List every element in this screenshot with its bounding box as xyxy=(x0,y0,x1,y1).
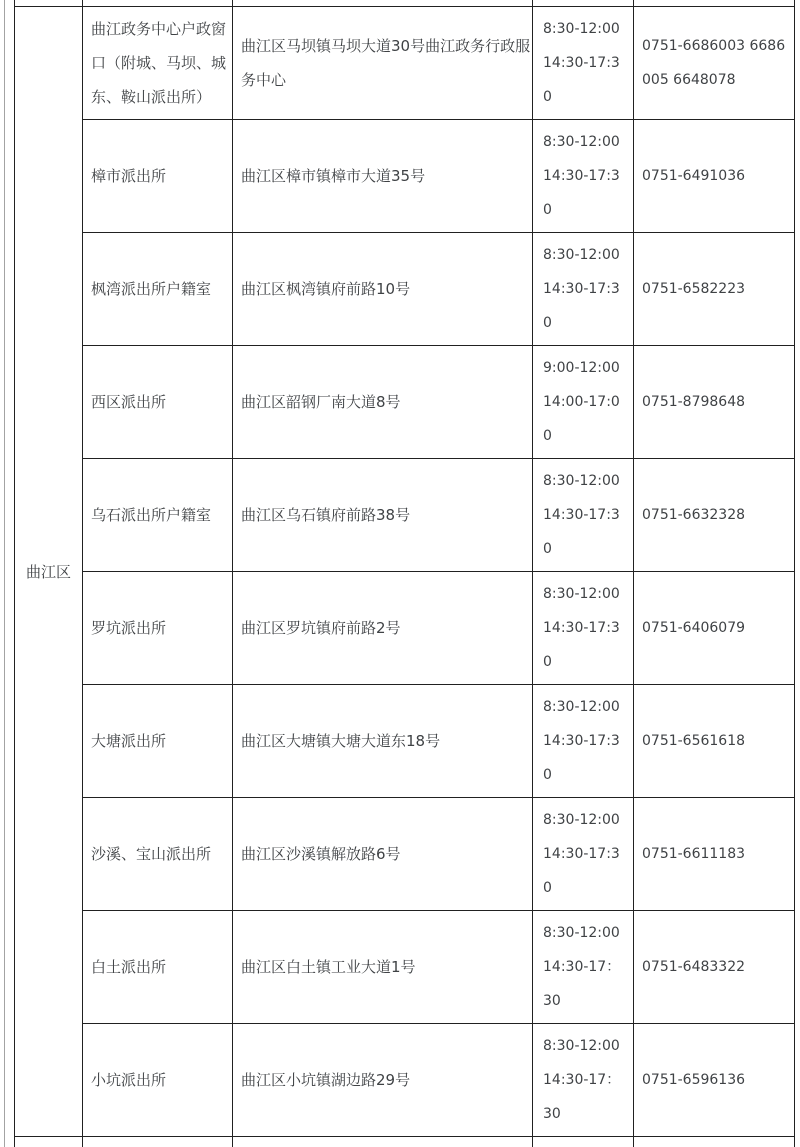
office-hours-cell xyxy=(533,798,634,911)
office-hours-line: 8:30-12:00 xyxy=(543,812,620,828)
station-name-line: 沙溪、宝山派出所 xyxy=(91,845,212,863)
address-cell xyxy=(233,798,533,911)
phone-line: 0751-6686003 6686 xyxy=(642,38,786,54)
address-line: 曲江区马坝镇马坝大道30号曲江政务行政服 xyxy=(241,37,531,55)
address-line: 曲江区小坑镇湖边路29号 xyxy=(241,1071,411,1089)
station-name-cell xyxy=(83,1024,233,1137)
office-hours-line: 8:30-12:00 xyxy=(543,247,620,263)
station-name-line: 曲江政务中心户政窗 xyxy=(91,20,227,38)
partial-cell xyxy=(634,1137,795,1147)
office-hours-line: 14:30-17:3 xyxy=(543,846,620,862)
office-hours-line: 14:00-17:0 xyxy=(543,394,620,410)
office-hours-line: 0 xyxy=(543,654,552,670)
household-registration-contact-table xyxy=(14,0,795,1147)
office-hours-line: 0 xyxy=(543,315,552,331)
table-body xyxy=(15,0,795,1147)
office-hours-line: 0 xyxy=(543,541,552,557)
office-hours-cell xyxy=(533,7,634,120)
station-name-line: 小坑派出所 xyxy=(91,1071,167,1089)
office-hours-line: 14:30-17:3 xyxy=(543,620,620,636)
phone-line: 0751-6491036 xyxy=(642,168,746,184)
office-hours-line: 14:30-17： xyxy=(543,959,621,975)
address-line: 曲江区韶钢厂南大道8号 xyxy=(241,393,401,411)
office-hours-line: 8:30-12:00 xyxy=(543,1038,620,1054)
station-name-line: 乌石派出所户籍室 xyxy=(91,506,212,524)
office-hours-line: 8:30-12:00 xyxy=(543,925,620,941)
phone-cell xyxy=(634,233,795,346)
phone-line: 005 6648078 xyxy=(642,72,736,88)
address-cell xyxy=(233,911,533,1024)
partial-cell xyxy=(233,1137,533,1147)
address-cell xyxy=(233,1024,533,1137)
office-hours-line: 14:30-17： xyxy=(543,1072,621,1088)
address-line: 务中心 xyxy=(241,71,287,89)
table-row xyxy=(15,685,795,798)
office-hours-cell xyxy=(533,1024,634,1137)
station-name-line: 东、鞍山派出所） xyxy=(91,88,212,106)
station-name-cell xyxy=(83,120,233,233)
partial-cell xyxy=(533,1137,634,1147)
address-cell xyxy=(233,572,533,685)
phone-line: 0751-6582223 xyxy=(642,281,746,297)
station-name-cell xyxy=(83,798,233,911)
table-row xyxy=(15,572,795,685)
phone-cell xyxy=(634,1024,795,1137)
office-hours-line: 14:30-17:3 xyxy=(543,733,620,749)
office-hours-line: 0 xyxy=(543,880,552,896)
address-line: 曲江区沙溪镇解放路6号 xyxy=(241,845,401,863)
office-hours-line: 30 xyxy=(543,1106,561,1122)
address-cell xyxy=(233,7,533,120)
phone-cell xyxy=(634,798,795,911)
table-row-partial-bottom xyxy=(15,1137,795,1147)
phone-cell xyxy=(634,685,795,798)
office-hours-line: 14:30-17:3 xyxy=(543,55,620,71)
station-name-line: 罗坑派出所 xyxy=(91,619,167,637)
table-row xyxy=(15,346,795,459)
phone-line: 0751-6483322 xyxy=(642,959,746,975)
address-cell xyxy=(233,120,533,233)
office-hours-cell xyxy=(533,572,634,685)
office-hours-cell xyxy=(533,346,634,459)
address-cell xyxy=(233,685,533,798)
phone-cell xyxy=(634,120,795,233)
address-cell xyxy=(233,459,533,572)
table-row xyxy=(15,1024,795,1137)
office-hours-cell xyxy=(533,120,634,233)
station-name-line: 白土派出所 xyxy=(91,958,167,976)
office-hours-line: 14:30-17:3 xyxy=(543,281,620,297)
phone-line: 0751-6596136 xyxy=(642,1072,746,1088)
phone-cell xyxy=(634,459,795,572)
station-name-cell xyxy=(83,572,233,685)
table-row xyxy=(15,459,795,572)
address-line: 曲江区大塘镇大塘大道东18号 xyxy=(241,732,441,750)
partial-cell xyxy=(83,1137,233,1147)
station-name-line: 樟市派出所 xyxy=(91,167,167,185)
office-hours-line: 0 xyxy=(543,89,552,105)
phone-cell xyxy=(634,911,795,1024)
address-cell xyxy=(233,233,533,346)
station-name-cell xyxy=(83,459,233,572)
station-name-cell xyxy=(83,7,233,120)
phone-line: 0751-6406079 xyxy=(642,620,746,636)
phone-cell xyxy=(634,346,795,459)
table-row xyxy=(15,233,795,346)
phone-line: 0751-6561618 xyxy=(642,733,746,749)
address-line: 曲江区枫湾镇府前路10号 xyxy=(241,280,411,298)
district-label: 曲江区 xyxy=(25,562,71,581)
phone-cell xyxy=(634,7,795,120)
office-hours-cell xyxy=(533,685,634,798)
station-name-cell xyxy=(83,346,233,459)
station-name-cell xyxy=(83,911,233,1024)
phone-line: 0751-8798648 xyxy=(642,394,746,410)
table-row xyxy=(15,120,795,233)
office-hours-cell xyxy=(533,233,634,346)
address-cell xyxy=(233,346,533,459)
station-name-cell xyxy=(83,233,233,346)
district-cell xyxy=(15,7,83,1137)
station-name-line: 口（附城、马坝、城 xyxy=(91,54,227,72)
office-hours-line: 8:30-12:00 xyxy=(543,134,620,150)
office-hours-line: 8:30-12:00 xyxy=(543,586,620,602)
partial-cell xyxy=(15,1137,83,1147)
table-row xyxy=(15,798,795,911)
address-line: 曲江区樟市镇樟市大道35号 xyxy=(241,167,426,185)
address-line: 曲江区罗坑镇府前路2号 xyxy=(241,619,401,637)
address-line: 曲江区乌石镇府前路38号 xyxy=(241,506,411,524)
office-hours-line: 9:00-12:00 xyxy=(543,360,620,376)
phone-line: 0751-6632328 xyxy=(642,507,746,523)
station-name-line: 大塘派出所 xyxy=(91,732,167,750)
office-hours-line: 14:30-17:3 xyxy=(543,168,620,184)
office-hours-line: 0 xyxy=(543,428,552,444)
office-hours-line: 14:30-17:3 xyxy=(543,507,620,523)
address-line: 曲江区白土镇工业大道1号 xyxy=(241,958,416,976)
station-name-cell xyxy=(83,685,233,798)
office-hours-line: 0 xyxy=(543,202,552,218)
station-name-line: 西区派出所 xyxy=(91,393,167,411)
phone-cell xyxy=(634,572,795,685)
office-hours-line: 8:30-12:00 xyxy=(543,473,620,489)
office-hours-line: 8:30-12:00 xyxy=(543,21,620,37)
table-row xyxy=(15,911,795,1024)
office-hours-line: 8:30-12:00 xyxy=(543,699,620,715)
phone-line: 0751-6611183 xyxy=(642,846,746,862)
office-hours-line: 30 xyxy=(543,993,561,1009)
table-row xyxy=(15,7,795,120)
station-name-line: 枫湾派出所户籍室 xyxy=(91,280,212,298)
outer-page-rule xyxy=(4,0,5,1147)
office-hours-line: 0 xyxy=(543,767,552,783)
office-hours-cell xyxy=(533,459,634,572)
office-hours-cell xyxy=(533,911,634,1024)
